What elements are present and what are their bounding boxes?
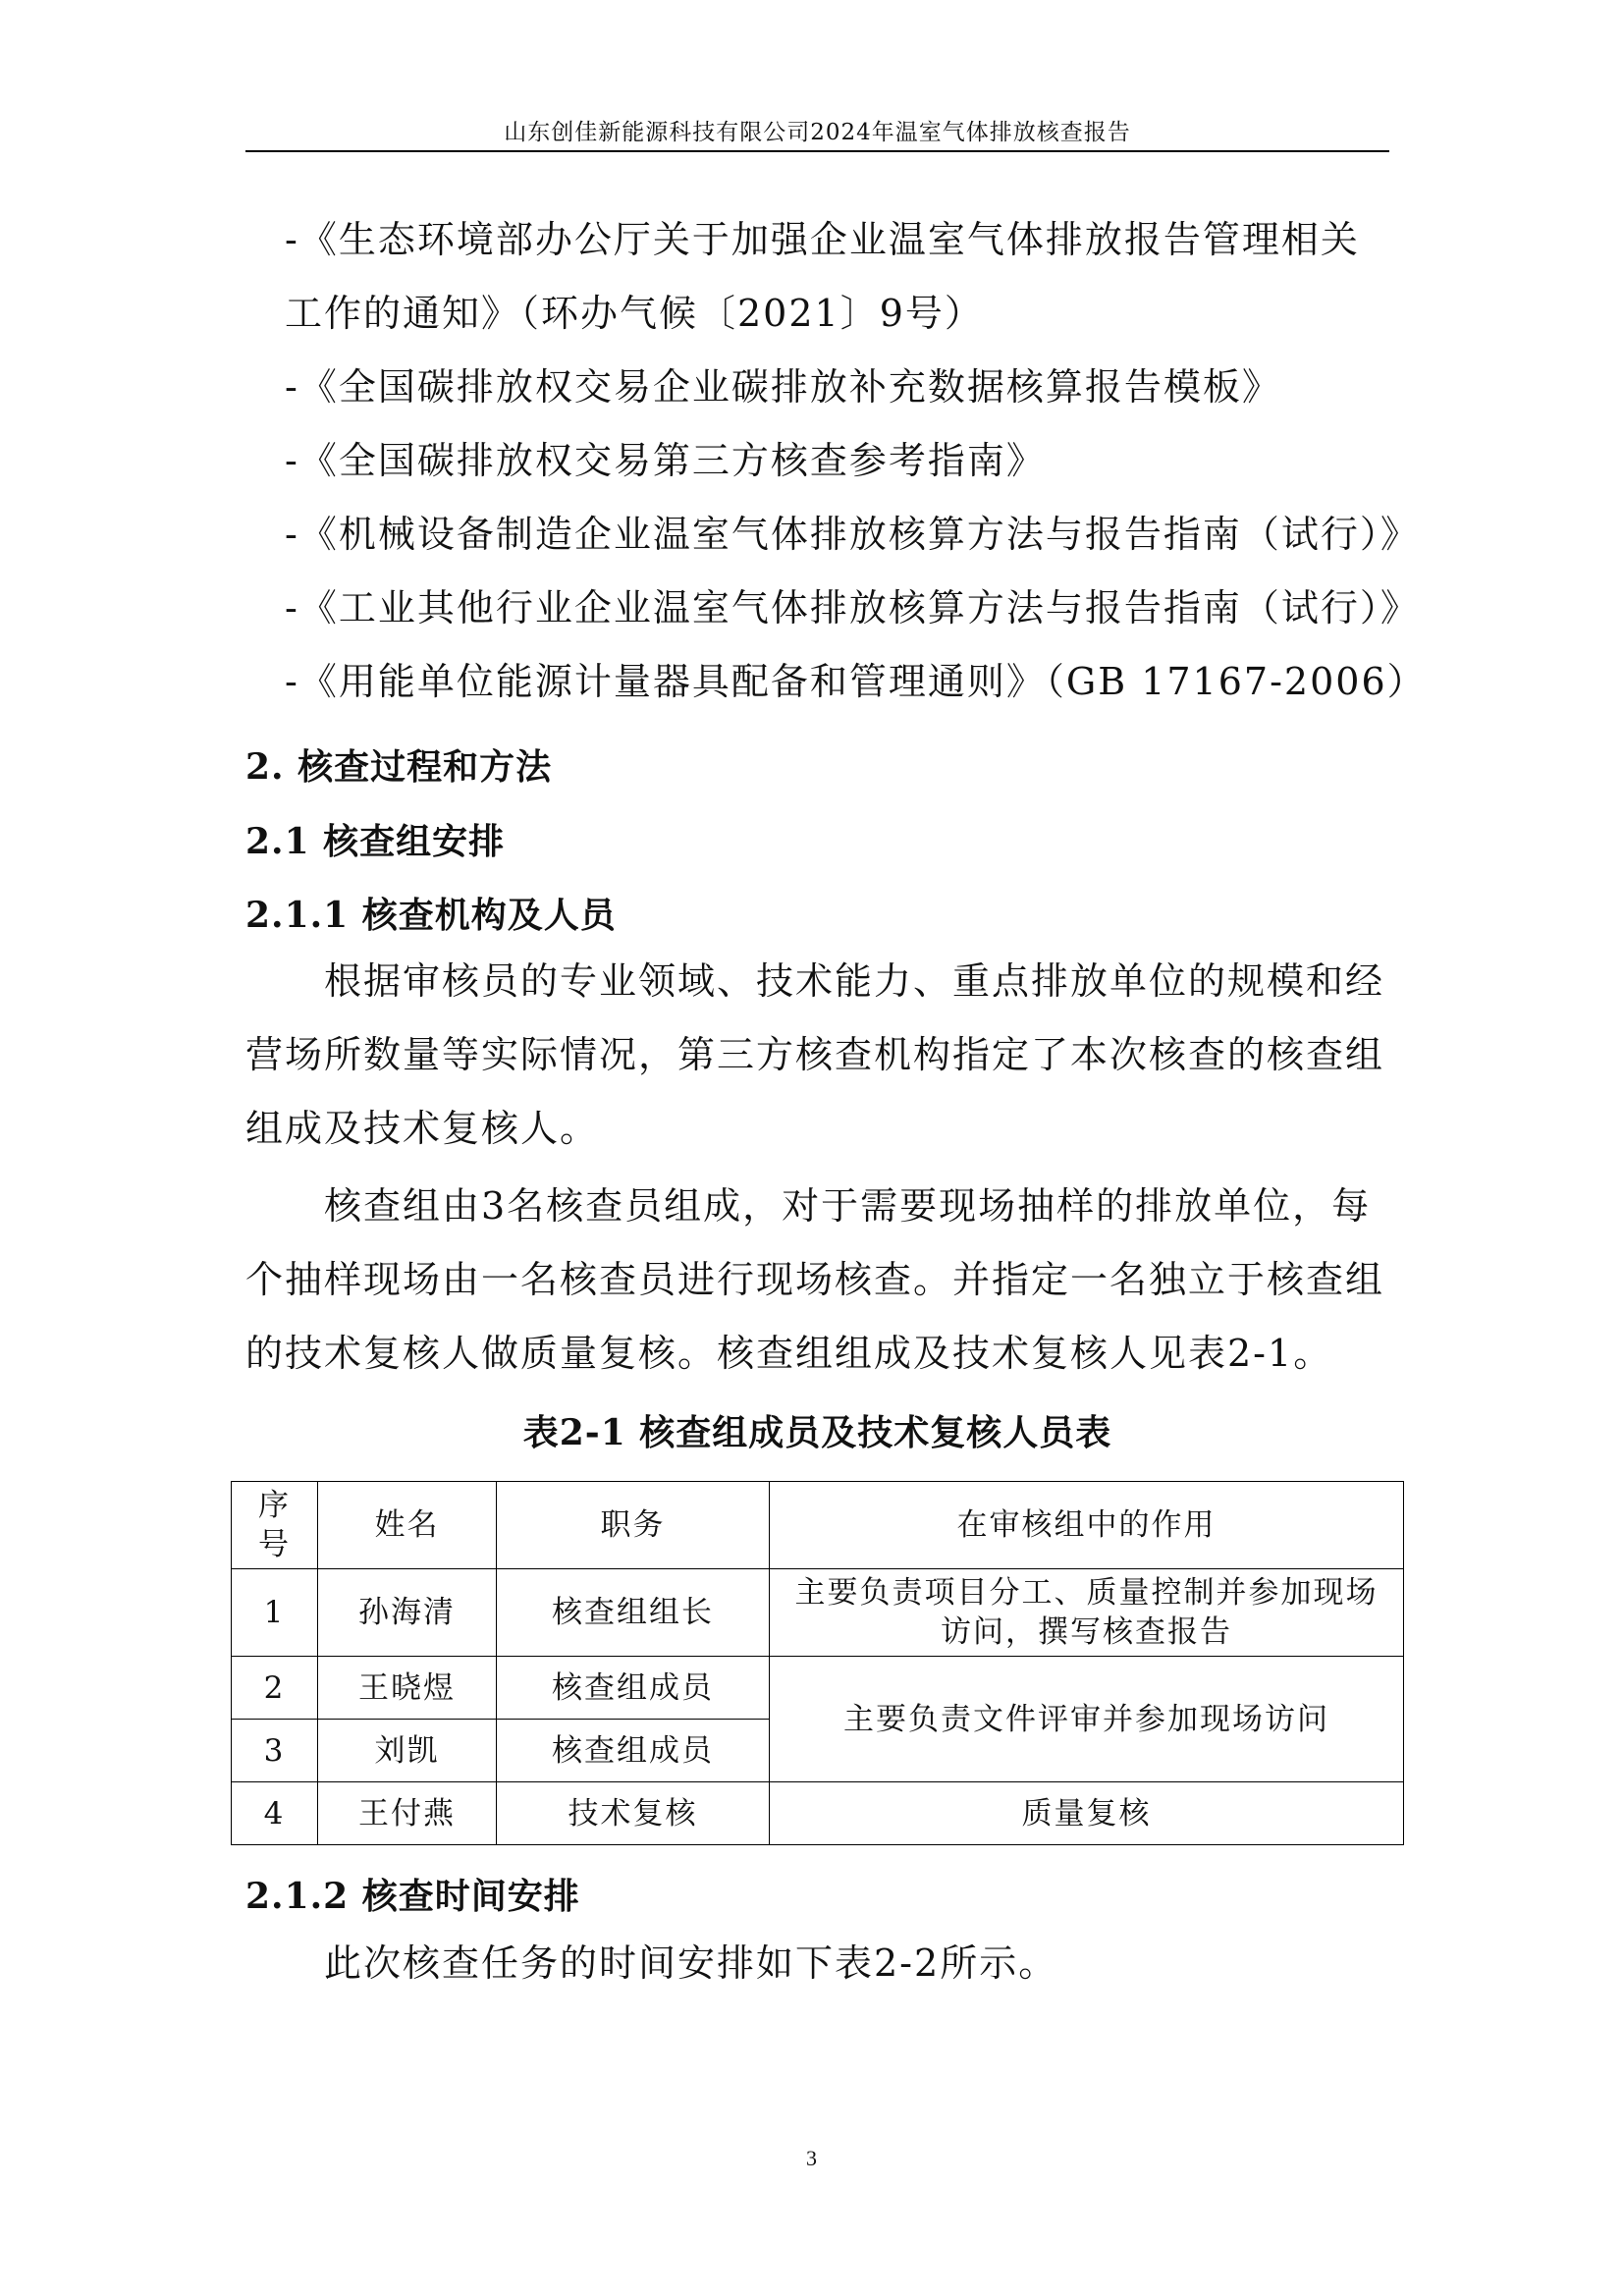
cell-duty: 核查组组长 (497, 1569, 770, 1657)
reference-item: -《生态环境部办公厅关于加强企业温室气体排放报告管理相关工作的通知》（环办气候〔2021〕9号） (285, 218, 1360, 335)
header-no: 序号 (232, 1482, 318, 1569)
cell-name: 王付燕 (318, 1782, 497, 1845)
reference-item: -《用能单位能源计量器具配备和管理通则》（GB 17167-2006） (285, 660, 1427, 703)
header-divider (245, 150, 1389, 152)
cell-name: 刘凯 (318, 1720, 497, 1782)
header-name: 姓名 (318, 1482, 497, 1569)
section-heading-2-1-1: 2.1.1 核查机构及人员 (245, 895, 617, 936)
paragraph-schedule: 此次核查任务的时间安排如下表2-2所示。 (324, 1941, 1058, 1985)
cell-duty: 核查组成员 (497, 1657, 770, 1720)
cell-no: 1 (232, 1569, 318, 1657)
page-number: 3 (806, 2146, 817, 2170)
table-row (232, 1657, 1404, 1720)
reference-item: -《全国碳排放权交易企业碳排放补充数据核算报告模板》 (285, 365, 1281, 409)
cell-no: 4 (232, 1782, 318, 1845)
section-heading-2: 2. 核查过程和方法 (245, 746, 553, 788)
cell-name: 王晓煜 (318, 1657, 497, 1720)
table-header-row (232, 1482, 1404, 1569)
cell-role: 主要负责项目分工、质量控制并参加现场访问，撰写核查报告 (770, 1569, 1404, 1657)
cell-role: 主要负责文件评审并参加现场访问 (770, 1657, 1404, 1782)
header-duty: 职务 (497, 1482, 770, 1569)
cell-no: 2 (232, 1657, 318, 1720)
table-title: 表2-1 核查组成员及技术复核人员表 (522, 1412, 1112, 1453)
section-heading-2-1-2: 2.1.2 核查时间安排 (245, 1876, 580, 1917)
section-heading-2-1: 2.1 核查组安排 (245, 821, 506, 862)
reference-item: -《工业其他行业企业温室气体排放核算方法与报告指南（试行）》 (285, 586, 1420, 629)
paragraph-personnel-selection: 根据审核员的专业领域、技术能力、重点排放单位的规模和经营场所数量等实际情况，第三方核查机构指定了本次核查的核查组组成及技术复核人。 (245, 959, 1385, 1150)
cell-duty: 核查组成员 (497, 1720, 770, 1782)
cell-no: 3 (232, 1720, 318, 1782)
header-role: 在审核组中的作用 (770, 1482, 1404, 1569)
staff-table (231, 1481, 1404, 1845)
reference-item: -《机械设备制造企业温室气体排放核算方法与报告指南（试行）》 (285, 513, 1420, 556)
cell-role: 质量复核 (770, 1782, 1404, 1845)
table-row (232, 1569, 1404, 1657)
paragraph-team-composition: 核查组由3名核查员组成，对于需要现场抽样的排放单位，每个抽样现场由一名核查员进行现场核查。并指定一名独立于核查组的技术复核人做质量复核。核查组组成及技术复核人见表2-1。 (245, 1184, 1385, 1375)
page-header-title: 山东创佳新能源科技有限公司2024年温室气体排放核查报告 (504, 120, 1131, 145)
reference-list (285, 203, 1427, 719)
reference-item: -《全国碳排放权交易第三方核查参考指南》 (285, 439, 1046, 482)
cell-name: 孙海清 (318, 1569, 497, 1657)
table-row (232, 1782, 1404, 1845)
cell-duty: 技术复核 (497, 1782, 770, 1845)
